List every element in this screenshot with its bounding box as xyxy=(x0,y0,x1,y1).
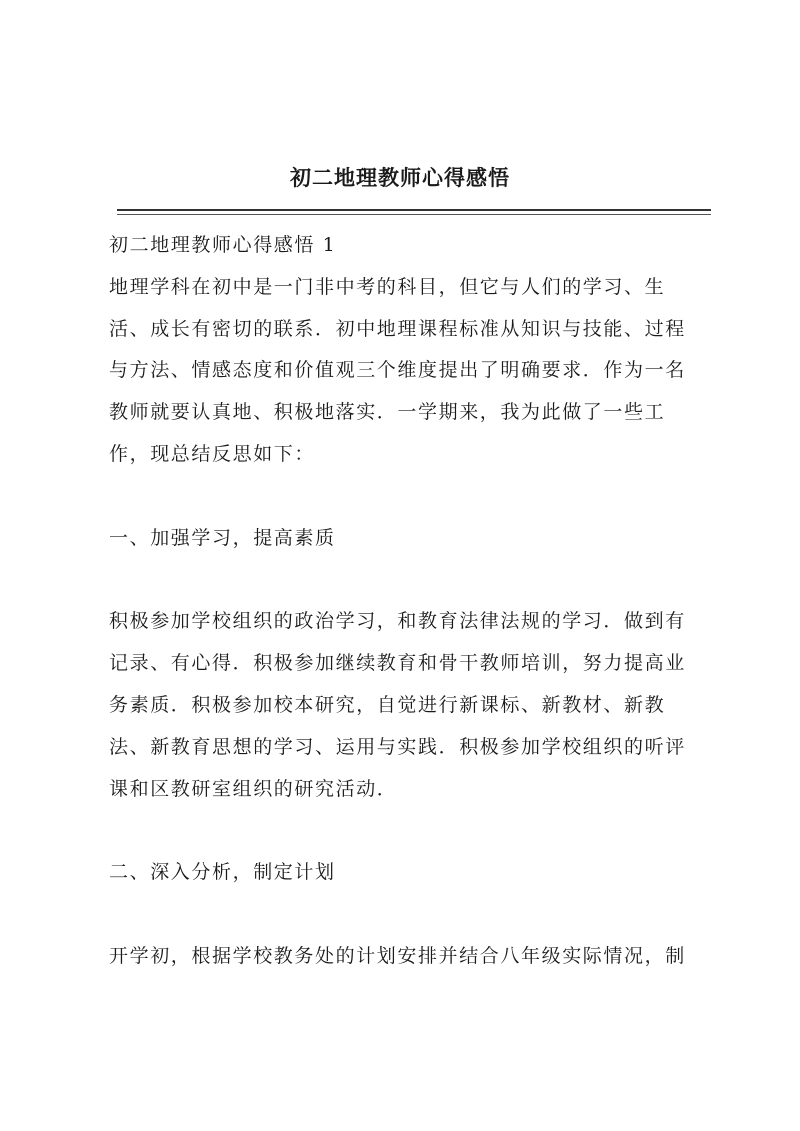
section-subtitle: 初二地理教师心得感悟 1 xyxy=(109,234,337,256)
intro-line-4: 教师就要认真地、积极地落实．一学期来，我为此做了一些工 xyxy=(109,401,666,423)
title-divider-thin xyxy=(117,214,711,215)
intro-line-5: 作，现总结反思如下： xyxy=(109,443,316,465)
intro-line-3: 与方法、情感态度和价值观三个维度提出了明确要求．作为一名 xyxy=(109,359,686,381)
intro-line-1: 地理学科在初中是一门非中考的科目，但它与人们的学习、生 xyxy=(109,276,666,298)
section1-heading: 一、加强学习，提高素质 xyxy=(109,527,336,549)
section2-line-1: 开学初，根据学校教务处的计划安排并结合八年级实际情况，制 xyxy=(109,945,686,967)
section1-line-5: 课和区教研室组织的研究活动． xyxy=(109,778,398,800)
section1-line-2: 记录、有心得．积极参加继续教育和骨干教师培训，努力提高业 xyxy=(109,652,686,674)
document-title: 初二地理教师心得感悟 xyxy=(290,165,510,190)
section1-line-4: 法、新教育思想的学习、运用与实践．积极参加学校组织的听评 xyxy=(109,736,686,758)
section1-line-1: 积极参加学校组织的政治学习，和教育法律法规的学习．做到有 xyxy=(109,610,686,632)
section2-heading: 二、深入分析，制定计划 xyxy=(109,861,336,883)
intro-line-2: 活、成长有密切的联系．初中地理课程标准从知识与技能、过程 xyxy=(109,318,686,340)
section1-line-3: 务素质．积极参加校本研究，自觉进行新课标、新教材、新教 xyxy=(109,694,666,716)
title-divider xyxy=(117,209,711,211)
